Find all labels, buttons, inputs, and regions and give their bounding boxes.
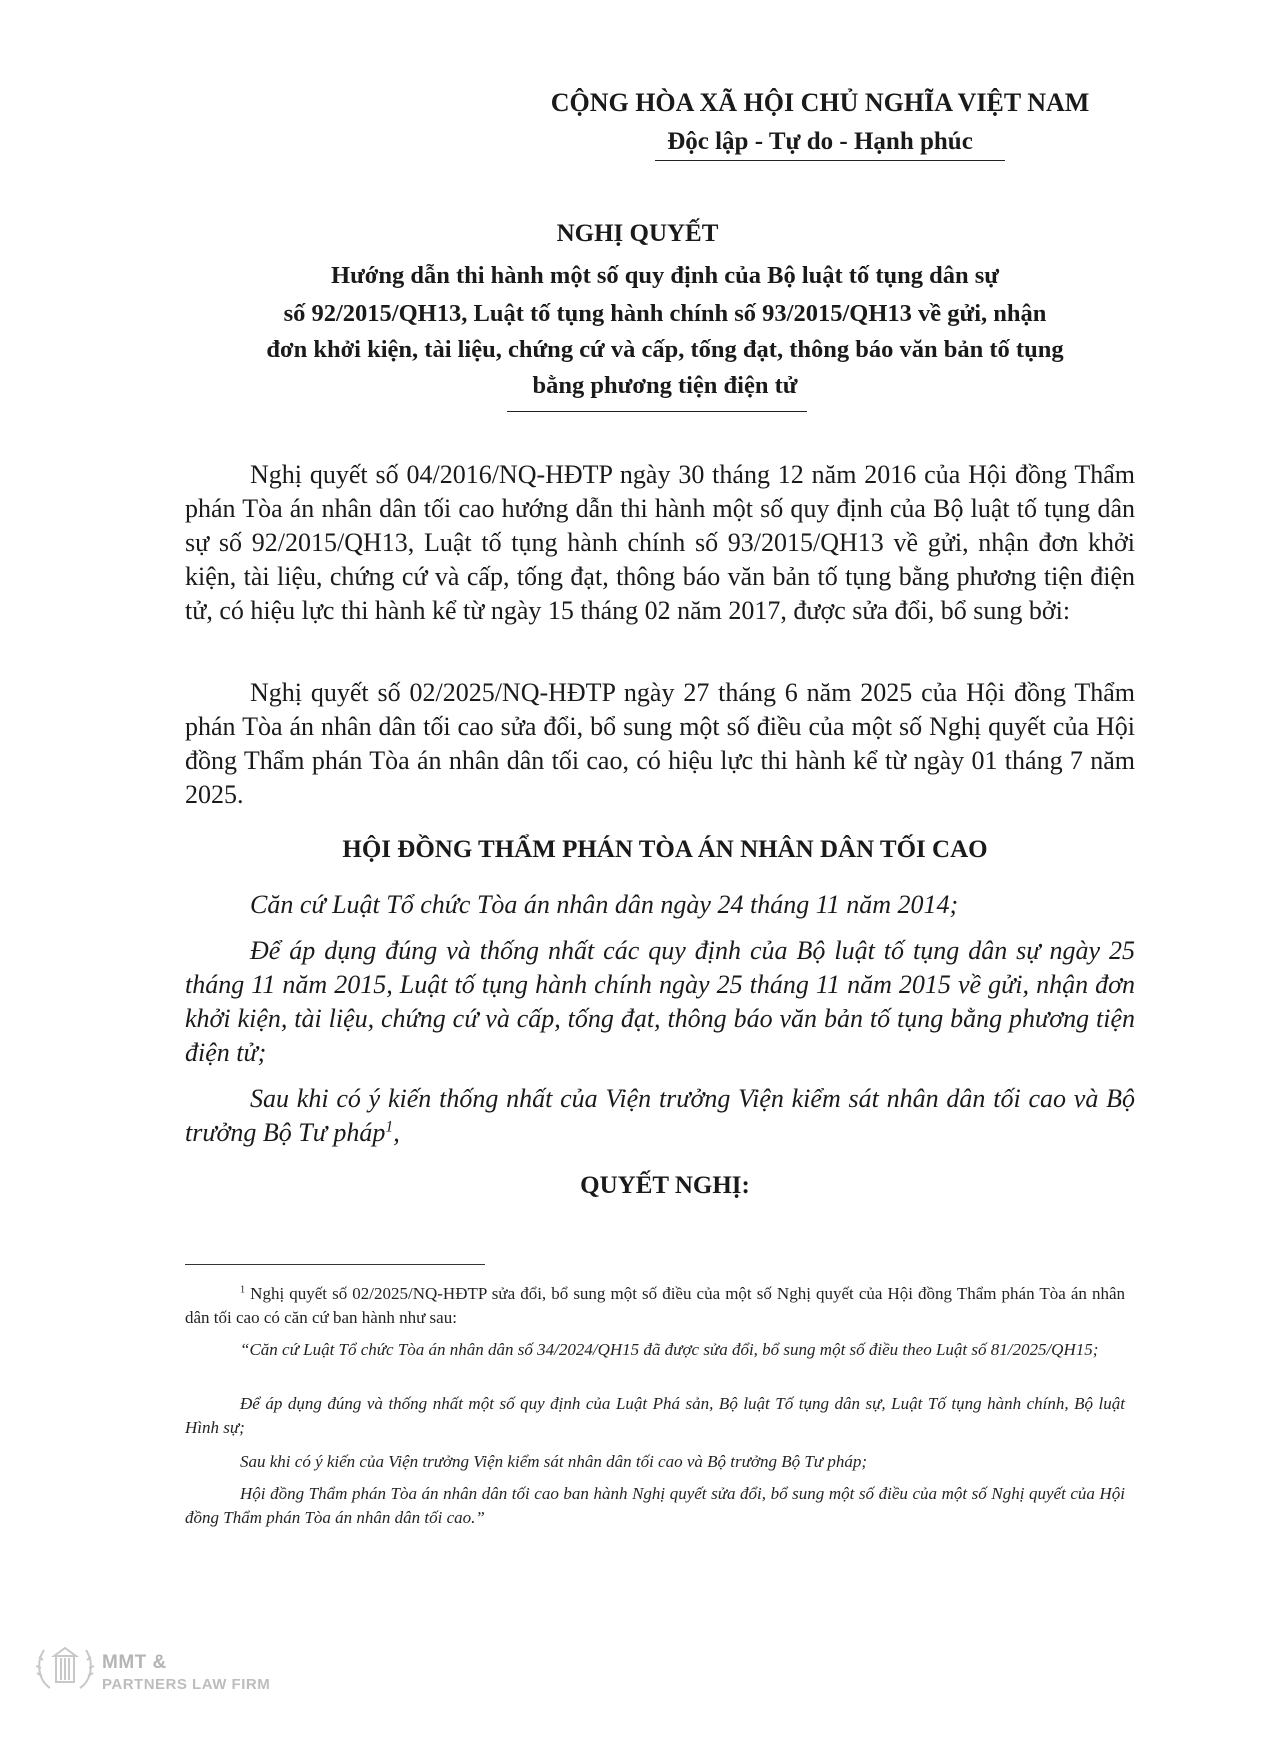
footnote-mark: 1 xyxy=(240,1284,246,1296)
intro-paragraph: Nghị quyết số 02/2025/NQ-HĐTP ngày 27 tháng 6 năm 2025 của Hội đồng Thẩm phán Tòa án nhân dân tối cao sửa đổi, bổ sung một số điều của một số Nghị quyết của Hội đồng Thẩm phán Tòa án nhân dân tối cao, có hiệu lực thi hành kể từ ngày 01 tháng 7 năm 2025. xyxy=(185,678,1135,809)
subject-line: đơn khởi kiện, tài liệu, chứng cứ và cấp, tống đạt, thông báo văn bản tố tụng xyxy=(266,336,1064,363)
subject-line: bằng phương tiện điện tử xyxy=(532,372,798,399)
document-type: NGHỊ QUYẾT xyxy=(556,220,719,247)
nation-title: CỘNG HÒA XÃ HỘI CHỦ NGHĨA VIỆT NAM xyxy=(550,88,1090,117)
footnote-line: Hội đồng Thẩm phán Tòa án nhân dân tối cao ban hành Nghị quyết sửa đổi, bổ sung một số điều của một số Nghị quyết của Hội đồng Thẩm phán Tòa án nhân dân tối cao.” xyxy=(185,1484,1125,1527)
legal-basis xyxy=(185,1082,1135,1150)
footnote-separator xyxy=(185,1264,485,1265)
subject-line: Hướng dẫn thi hành một số quy định của Bộ luật tố tụng dân sự xyxy=(331,262,999,289)
title-underline xyxy=(507,411,807,412)
intro-paragraph: Nghị quyết số 04/2016/NQ-HĐTP ngày 30 tháng 12 năm 2016 của Hội đồng Thẩm phán Tòa án nhân dân tối cao hướng dẫn thi hành một số quy định của Bộ luật tố tụng dân sự số 92/2015/QH13, Luật tố tụng hành chính số 93/2015/QH13 về gửi, nhận đơn khởi kiện, tài liệu, chứng cứ và cấp, tống đạt, thông báo văn bản tố tụng bằng phương tiện điện tử, có hiệu lực thi hành kể từ ngày 15 tháng 02 năm 2017, được sửa đổi, bổ sung bởi: xyxy=(185,460,1135,625)
motto: Độc lập - Tự do - Hạnh phúc xyxy=(667,128,973,155)
footnote-line: “Căn cứ Luật Tổ chức Tòa án nhân dân số 34/2024/QH15 đã được sửa đổi, bổ sung một số điều theo Luật số 81/2025/QH15; xyxy=(240,1340,1099,1359)
legal-basis-end: , xyxy=(393,1118,400,1147)
footnote-text: Nghị quyết số 02/2025/NQ-HĐTP sửa đổi, bổ sung một số điều của một số Nghị quyết của Hội đồng Thẩm phán Tòa án nhân dân tối cao có căn cứ ban hành như sau: xyxy=(185,1284,1126,1327)
footnote-line: Sau khi có ý kiến của Viện trưởng Viện kiểm sát nhân dân tối cao và Bộ trưởng Bộ Tư pháp; xyxy=(240,1452,867,1471)
legal-basis: Để áp dụng đúng và thống nhất các quy định của Bộ luật tố tụng dân sự ngày 25 tháng 11 năm 2015, Luật tố tụng hành chính ngày 25 tháng 11 năm 2015 về gửi, nhận đơn khởi kiện, tài liệu, chứng cứ và cấp, tống đạt, thông báo văn bản tố tụng bằng phương tiện điện tử; xyxy=(185,936,1135,1067)
footnote-ref[interactable]: 1 xyxy=(385,1118,394,1136)
watermark-name: MMT & xyxy=(102,1652,167,1673)
council-heading: HỘI ĐỒNG THẨM PHÁN TÒA ÁN NHÂN DÂN TỐI CAO xyxy=(342,836,988,863)
footnote-line: Để áp dụng đúng và thống nhất một số quy định của Luật Phá sản, Bộ luật Tố tụng dân sự, Luật Tố tụng hành chính, Bộ luật Hình sự; xyxy=(185,1394,1125,1437)
subject-line: số 92/2015/QH13, Luật tố tụng hành chính số 93/2015/QH13 về gửi, nhận xyxy=(283,300,1047,327)
legal-basis-text: Sau khi có ý kiến thống nhất của Viện trưởng Viện kiểm sát nhân dân tối cao và Bộ trưởng Bộ Tư pháp xyxy=(185,1084,1135,1147)
footnote-line xyxy=(185,1282,1125,1330)
watermark-subtitle: PARTNERS LAW FIRM xyxy=(102,1676,271,1693)
legal-basis: Căn cứ Luật Tổ chức Tòa án nhân dân ngày 24 tháng 11 năm 2014; xyxy=(250,890,959,919)
motto-underline xyxy=(655,160,1005,161)
resolve-heading: QUYẾT NGHỊ: xyxy=(580,1172,750,1199)
